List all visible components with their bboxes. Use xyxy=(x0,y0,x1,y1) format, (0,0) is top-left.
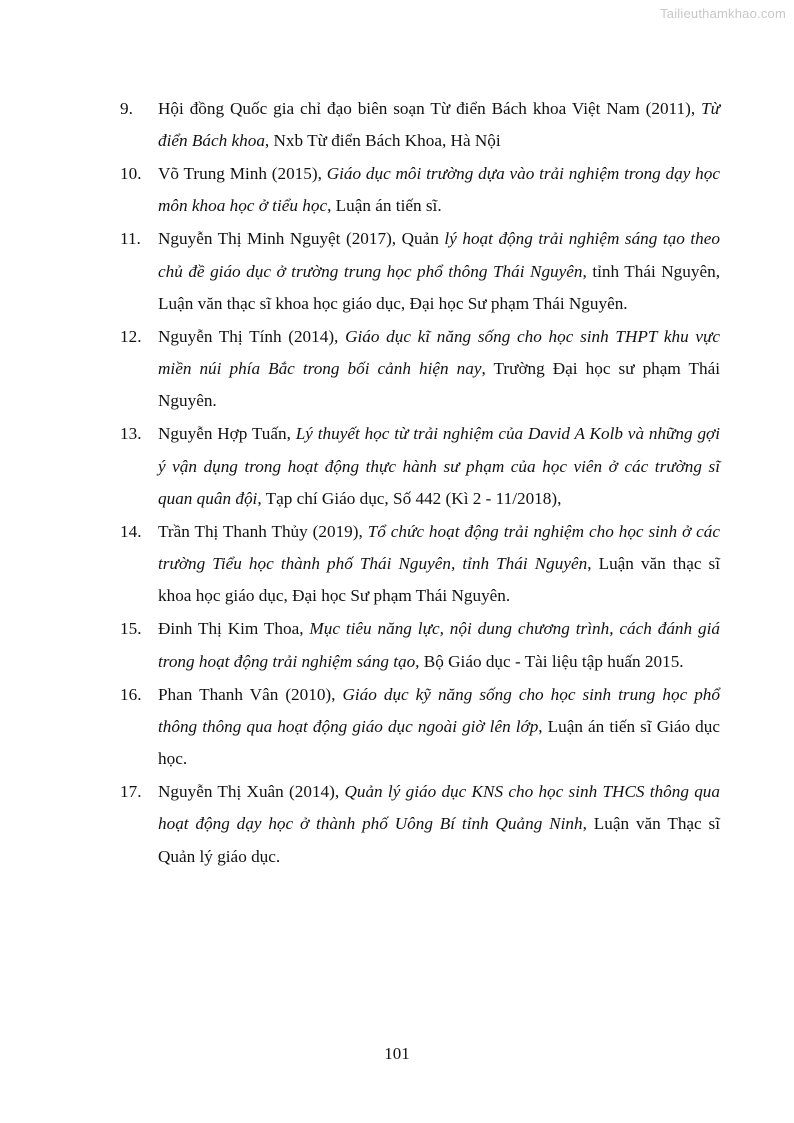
reference-item-16 xyxy=(120,679,720,776)
page-number: 101 xyxy=(384,1044,410,1063)
reference-list xyxy=(120,93,720,873)
reference-number: 12. xyxy=(120,326,142,346)
reference-authors: Võ Trung Minh (2015), xyxy=(158,164,327,184)
reference-source: , Luận án tiến sĩ. xyxy=(327,196,442,216)
reference-authors: Trần Thị Thanh Thủy (2019), xyxy=(158,521,368,541)
watermark-text: Tailieuthamkhao.com xyxy=(660,6,786,21)
reference-source: Bộ Giáo dục - Tài liệu tập huấn 2015. xyxy=(419,651,684,671)
reference-text xyxy=(158,679,720,776)
reference-title: Mục tiêu năng lực, nội dung chương trình, cách đánh giá trong hoạt động trải nghiệm sáng tạo, xyxy=(158,619,720,671)
reference-text xyxy=(158,321,720,418)
reference-text xyxy=(158,93,720,158)
reference-number: 13. xyxy=(120,424,142,444)
reference-item-17 xyxy=(120,776,720,873)
reference-source: , Luận văn thạc sĩ khoa học giáo dục, Đại học Sư phạm Thái Nguyên. xyxy=(158,554,720,606)
reference-number: 10. xyxy=(120,164,142,184)
reference-title: Giáo dục môi trường dựa vào trải nghiệm trong dạy học môn khoa học ở tiểu học xyxy=(158,164,721,216)
reference-item-15 xyxy=(120,613,720,678)
reference-number: 14. xyxy=(120,521,142,541)
reference-number: 16. xyxy=(120,684,142,704)
reference-number: 15. xyxy=(120,619,142,639)
reference-item-11 xyxy=(120,223,720,320)
reference-item-9 xyxy=(120,93,720,158)
reference-authors: Nguyễn Thị Xuân (2014), xyxy=(158,781,345,801)
reference-number: 17. xyxy=(120,781,142,801)
reference-title: Từ điển Bách khoa xyxy=(158,99,720,151)
reference-source: , tỉnh Thái Nguyên, Luận văn thạc sĩ khoa học giáo dục, Đại học Sư phạm Thái Nguyên. xyxy=(158,261,720,313)
reference-source: , Trường Đại học sư phạm Thái Nguyên. xyxy=(158,359,720,411)
reference-text xyxy=(158,418,720,515)
reference-text xyxy=(158,776,720,873)
reference-authors: Nguyễn Thị Minh Nguyệt (2017), Quản xyxy=(158,229,445,249)
reference-text xyxy=(158,613,720,678)
reference-source: , Luận văn Thạc sĩ Quản lý giáo dục. xyxy=(158,814,720,866)
reference-title: Lý thuyết học từ trải nghiệm của David A Kolb và những gợi ý vận dụng trong hoạt động thực hành sư phạm của học viên ở các trường sĩ quan quân đội xyxy=(158,424,721,508)
reference-text xyxy=(158,158,720,223)
reference-number: 9. xyxy=(120,99,133,118)
reference-title: Giáo dục kĩ năng sống cho học sinh THPT khu vực miền núi phía Bắc trong bối cảnh hiện nay xyxy=(158,326,720,379)
reference-item-10 xyxy=(120,158,720,223)
reference-text xyxy=(158,516,720,613)
reference-number: 11. xyxy=(120,229,141,249)
reference-item-13 xyxy=(120,418,720,515)
reference-source: , Nxb Từ điển Bách Khoa, Hà Nội xyxy=(264,131,501,151)
reference-item-12 xyxy=(120,321,720,418)
reference-title: Giáo dục kỹ năng sống cho học sinh trung học phổ thông thông qua hoạt động giáo dục ngoài giờ lên lớp xyxy=(158,684,720,736)
reference-title: Quản lý giáo dục KNS cho học sinh THCS thông qua hoạt động dạy học ở thành phố Uông Bí tỉnh Quảng Ninh xyxy=(158,781,720,834)
reference-authors: Phan Thanh Vân (2010), xyxy=(158,684,343,704)
reference-authors: Đinh Thị Kim Thoa, xyxy=(158,619,310,639)
reference-source: , Tạp chí Giáo dục, Số 442 (Kì 2 - 11/2018), xyxy=(257,488,562,508)
reference-authors: Hội đồng Quốc gia chỉ đạo biên soạn Từ điển Bách khoa Việt Nam (2011), xyxy=(158,99,702,118)
reference-title: Tổ chức hoạt động trải nghiệm cho học sinh ở các trường Tiểu học thành phố Thái Nguyên, tỉnh Thái Nguyên xyxy=(158,521,720,574)
reference-authors: Nguyễn Hợp Tuấn, xyxy=(158,424,296,444)
reference-item-14 xyxy=(120,516,720,613)
reference-text xyxy=(158,223,720,320)
reference-authors: Nguyễn Thị Tính (2014), xyxy=(158,326,346,346)
reference-source: , Luận án tiến sĩ Giáo dục học. xyxy=(158,716,720,769)
reference-title: lý hoạt động trải nghiệm sáng tạo theo chủ đề giáo dục ở trường trung học phổ thông Thái Nguyên xyxy=(158,229,720,281)
